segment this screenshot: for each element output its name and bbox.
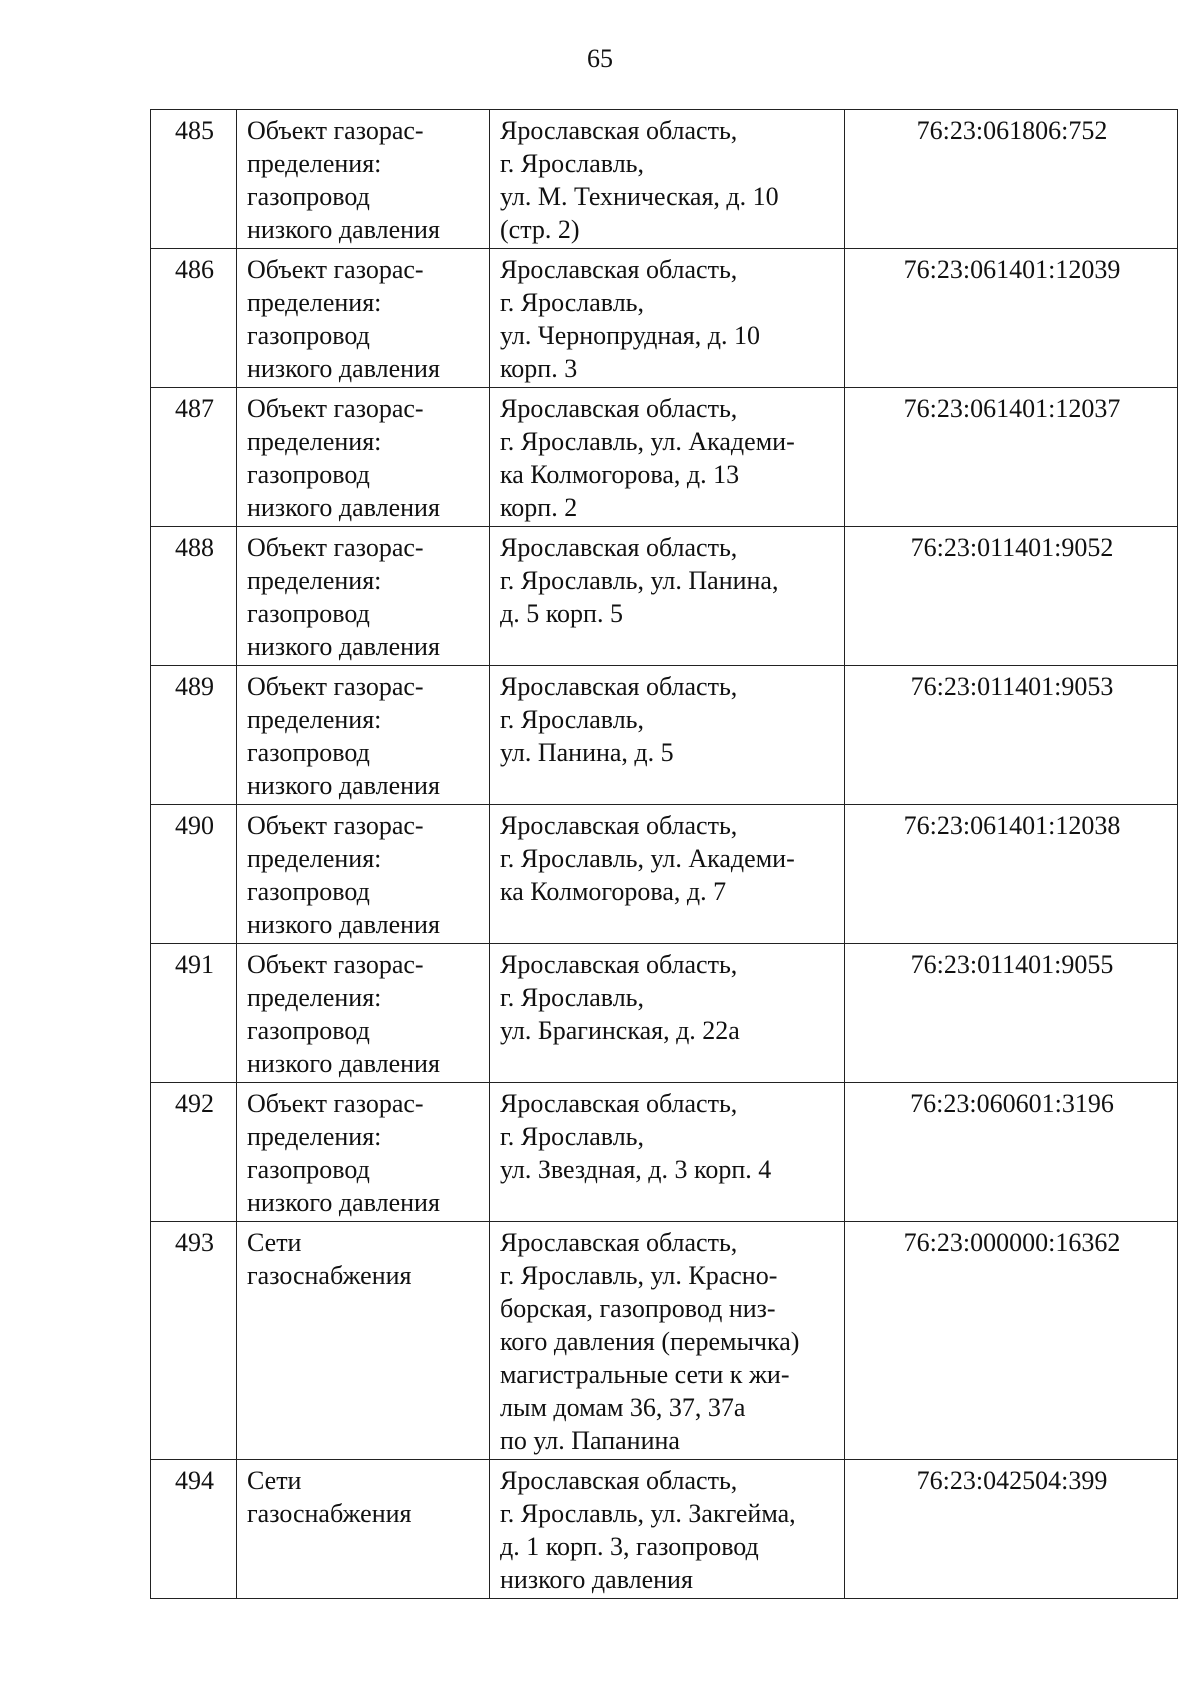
cadastral-number-cell: 76:23:011401:9055 [845,944,1178,1083]
table-row [151,1083,1178,1222]
row-number-cell: 492 [151,1083,237,1222]
address-cell: Ярославская область, г. Ярославль, ул. М. Техническая, д. 10 (стр. 2) [490,110,845,249]
cadastral-number-cell: 76:23:011401:9053 [845,666,1178,805]
cadastral-number-cell: 76:23:061806:752 [845,110,1178,249]
table-row [151,1460,1178,1599]
row-number-cell: 487 [151,388,237,527]
table-row [151,527,1178,666]
row-number-cell: 494 [151,1460,237,1599]
object-name-cell: Объект газорас- пределения: газопровод низкого давления [237,1083,490,1222]
object-name-cell: Объект газорас- пределения: газопровод низкого давления [237,249,490,388]
cadastral-number-cell: 76:23:061401:12039 [845,249,1178,388]
object-name-cell: Объект газорас- пределения: газопровод низкого давления [237,527,490,666]
row-number-cell: 485 [151,110,237,249]
cadastral-number-cell: 76:23:042504:399 [845,1460,1178,1599]
object-name-cell: Сети газоснабжения [237,1222,490,1460]
row-number-cell: 488 [151,527,237,666]
table-row [151,110,1178,249]
cadastral-number-cell: 76:23:061401:12038 [845,805,1178,944]
table-row [151,805,1178,944]
table-row [151,944,1178,1083]
row-number-cell: 490 [151,805,237,944]
address-cell: Ярославская область, г. Ярославль, ул. Брагинская, д. 22а [490,944,845,1083]
address-cell: Ярославская область, г. Ярославль, ул. Закгейма, д. 1 корп. 3, газопровод низкого давления [490,1460,845,1599]
row-number-cell: 489 [151,666,237,805]
cadastral-number-cell: 76:23:011401:9052 [845,527,1178,666]
object-name-cell: Объект газорас- пределения: газопровод низкого давления [237,805,490,944]
table-row [151,249,1178,388]
object-name-cell: Объект газорас- пределения: газопровод низкого давления [237,666,490,805]
object-name-cell: Объект газорас- пределения: газопровод низкого давления [237,388,490,527]
table-row [151,1222,1178,1460]
cadastral-number-cell: 76:23:000000:16362 [845,1222,1178,1460]
address-cell: Ярославская область, г. Ярославль, ул. Красно- борская, газопровод низ- кого давления (перемычка) магистральные сети к жи- лым домам 36, 37, 37а по ул. Папанина [490,1222,845,1460]
object-name-cell: Объект газорас- пределения: газопровод низкого давления [237,944,490,1083]
address-cell: Ярославская область, г. Ярославль, ул. Чернопрудная, д. 10 корп. 3 [490,249,845,388]
address-cell: Ярославская область, г. Ярославль, ул. Панина, д. 5 [490,666,845,805]
row-number-cell: 493 [151,1222,237,1460]
row-number-cell: 491 [151,944,237,1083]
table-row [151,388,1178,527]
address-cell: Ярославская область, г. Ярославль, ул. Звездная, д. 3 корп. 4 [490,1083,845,1222]
address-cell: Ярославская область, г. Ярославль, ул. Академи- ка Колмогорова, д. 13 корп. 2 [490,388,845,527]
cadastral-number-cell: 76:23:061401:12037 [845,388,1178,527]
address-cell: Ярославская область, г. Ярославль, ул. Академи- ка Колмогорова, д. 7 [490,805,845,944]
row-number-cell: 486 [151,249,237,388]
object-name-cell: Объект газорас- пределения: газопровод низкого давления [237,110,490,249]
object-name-cell: Сети газоснабжения [237,1460,490,1599]
page-number: 65 [587,44,613,73]
table-row [151,666,1178,805]
registry-table [150,109,1178,1599]
cadastral-number-cell: 76:23:060601:3196 [845,1083,1178,1222]
address-cell: Ярославская область, г. Ярославль, ул. Панина, д. 5 корп. 5 [490,527,845,666]
